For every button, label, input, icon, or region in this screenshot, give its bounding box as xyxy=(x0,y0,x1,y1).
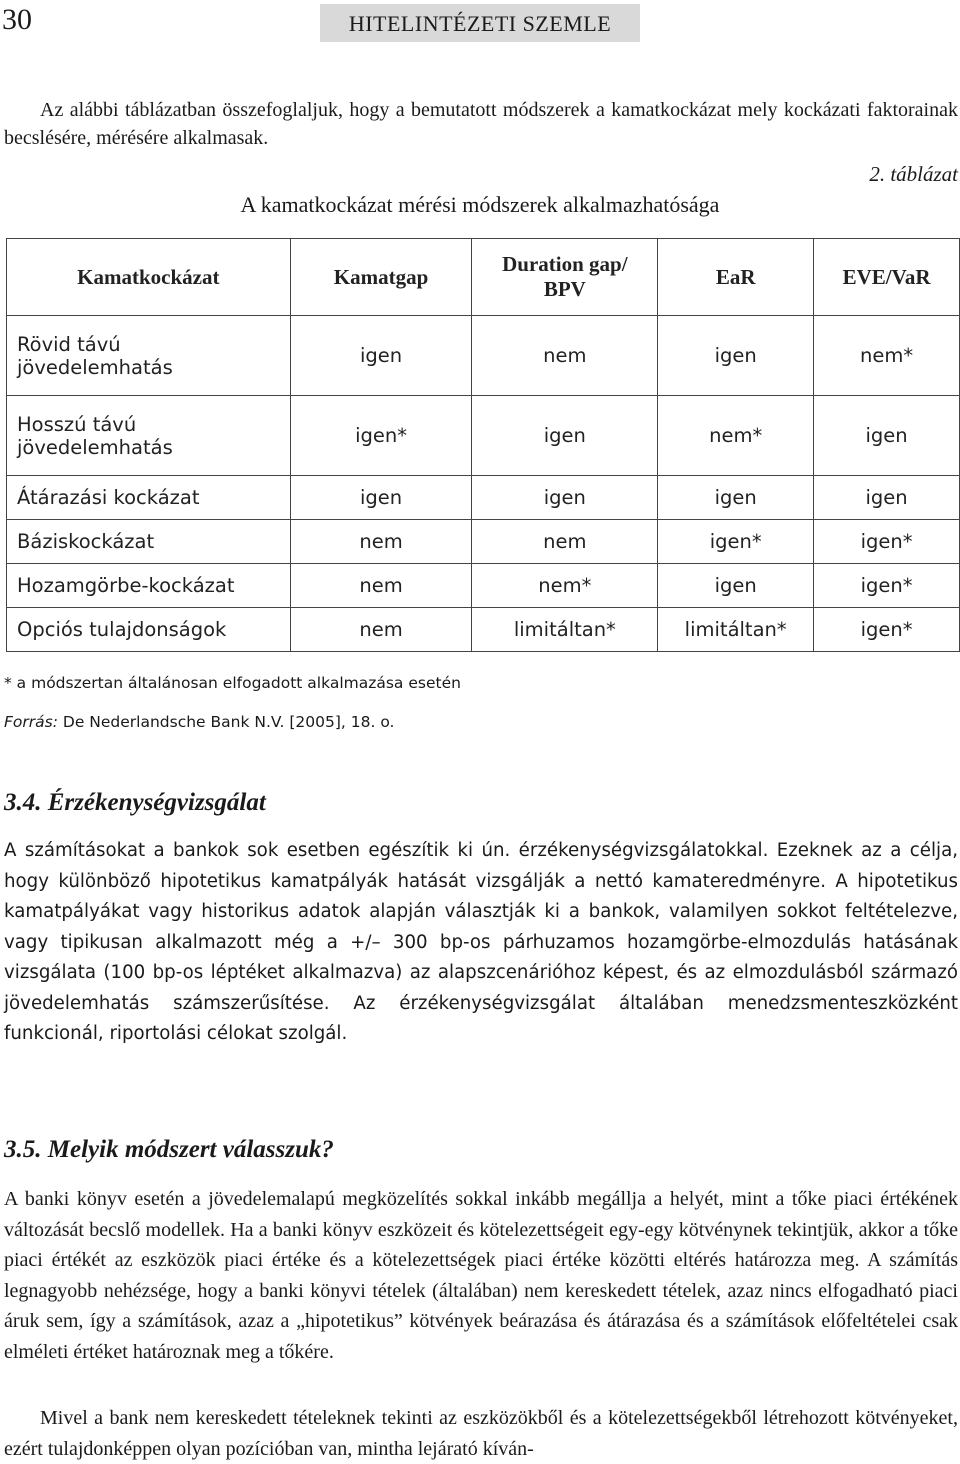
section-3-5-paragraph-2-text: Mivel a bank nem kereskedett tételeknek tekinti az eszközökből és a kötelezettségekből létrehozott kötvényeket, ezért tulajdonképpen olyan pozícióban van, mintha lejárató kíván- xyxy=(4,1407,958,1460)
cell-ear: nem* xyxy=(658,396,814,476)
cell-kamatgap: igen xyxy=(290,316,472,396)
cell-eve-var: nem* xyxy=(814,316,960,396)
header-duration-gap-line1: Duration gap/ xyxy=(502,252,628,276)
row-label xyxy=(7,316,291,396)
table-source xyxy=(4,712,394,732)
cell-eve-var: igen xyxy=(814,396,960,476)
row-label-line1: Rövid távú xyxy=(17,332,121,356)
journal-title: HITELINTÉZETI SZEMLE xyxy=(320,4,640,42)
row-label: Hozamgörbe-kockázat xyxy=(7,564,291,608)
intro-paragraph: Az alábbi táblázatban összefoglaljuk, hogy a bemutatott módszerek a kamatkockázat mely kockázati faktorainak becslésére, mérésére alkalmasak. xyxy=(4,99,958,149)
header-duration-gap xyxy=(472,239,658,316)
header-kamatkockazat: Kamatkockázat xyxy=(7,239,291,316)
section-3-5-paragraph-1: A banki könyv esetén a jövedelemalapú megközelítés sokkal inkább megállja a helyét, mint a tőke piaci értékének változását becslő modellek. Ha a banki könyv eszközeit és kötelezettségeit egy-egy kötvénynek tekintjük, akkor a tőke piaci értékét az eszközök piaci értéke és a kötelezettségek piaci értéke közötti eltérés határozza meg. A számítás legnagyobb nehézsége, hogy a banki könyvi tételek (általában) nem kereskedett tételek, azaz nincs elfogadható piaci áruk sem, így a számítások, azaz a „hipotetikus” kötvények beárazása és átárazása és a számítások előfeltételei csak elméleti értéket határoznak meg a tőkére. xyxy=(4,1188,958,1363)
table-row xyxy=(7,520,960,564)
table-row xyxy=(7,608,960,652)
table-row xyxy=(7,396,960,476)
cell-eve-var: igen* xyxy=(814,564,960,608)
cell-eve-var: igen xyxy=(814,476,960,520)
table-row xyxy=(7,476,960,520)
table-footnote: * a módszertan általánosan elfogadott alkalmazása esetén xyxy=(4,674,461,692)
table-row xyxy=(7,316,960,396)
cell-eve-var: igen* xyxy=(814,520,960,564)
section-3-4-paragraph: A számításokat a bankok sok esetben egészítik ki ún. érzékenységvizsgálatokkal. Ezeknek az a célja, hogy különböző hipotetikus kamatpályák hatását vizsgálják a nettó kamateredményre. A hipotetikus kamatpályákat vagy historikus adatok alapján választják ki a bankok, valamilyen sokkot feltételezve, vagy tipikusan alkalmazott még a +/– 300 bp-os párhuzamos hozamgörbe-elmozdulás hatásának vizsgálata (100 bp-os léptéket alkalmazva) az alapszcenárióhoz képest, és az elmozdulásból származó jövedelemhatás számszerűsítése. Az érzékenységvizsgálat általában menedzsmenteszközként funkcionál, riportolási célokat szolgál. xyxy=(4,840,958,1044)
page-number: 30 xyxy=(2,3,32,36)
cell-duration-gap: limitáltan* xyxy=(472,608,658,652)
cell-eve-var: igen* xyxy=(814,608,960,652)
header-ear: EaR xyxy=(658,239,814,316)
cell-duration-gap: nem xyxy=(472,316,658,396)
row-label-line2: jövedelemhatás xyxy=(17,435,173,459)
header-kamatgap: Kamatgap xyxy=(290,239,472,316)
row-label: Opciós tulajdonságok xyxy=(7,608,291,652)
cell-ear: igen xyxy=(658,316,814,396)
cell-duration-gap: igen xyxy=(472,396,658,476)
cell-kamatgap: nem xyxy=(290,520,472,564)
row-label-line1: Hosszú távú xyxy=(17,412,137,436)
applicability-table xyxy=(6,238,960,652)
row-label-line2: jövedelemhatás xyxy=(17,355,173,379)
cell-ear: limitáltan* xyxy=(658,608,814,652)
table-number: 2. táblázat xyxy=(869,162,958,186)
table-title: A kamatkockázat mérési módszerek alkalmazhatósága xyxy=(240,192,720,217)
cell-kamatgap: igen* xyxy=(290,396,472,476)
cell-duration-gap: nem xyxy=(472,520,658,564)
section-heading-3-5: 3.5. Melyik módszert válasszuk? xyxy=(4,1136,334,1163)
cell-duration-gap: nem* xyxy=(472,564,658,608)
row-label: Átárazási kockázat xyxy=(7,476,291,520)
cell-ear: igen xyxy=(658,564,814,608)
table-row xyxy=(7,564,960,608)
cell-kamatgap: igen xyxy=(290,476,472,520)
cell-kamatgap: nem xyxy=(290,608,472,652)
cell-kamatgap: nem xyxy=(290,564,472,608)
section-3-5-paragraph-2 xyxy=(4,1403,958,1464)
section-heading-3-4: 3.4. Érzékenységvizsgálat xyxy=(4,789,266,816)
header-bpv: BPV xyxy=(543,277,586,301)
row-label xyxy=(7,396,291,476)
row-label: Báziskockázat xyxy=(7,520,291,564)
cell-ear: igen xyxy=(658,476,814,520)
source-text: De Nederlandsche Bank N.V. [2005], 18. o. xyxy=(62,713,395,731)
cell-ear: igen* xyxy=(658,520,814,564)
cell-duration-gap: igen xyxy=(472,476,658,520)
table-header-row xyxy=(7,239,960,316)
source-label: Forrás: xyxy=(4,713,58,731)
header-eve-var: EVE/VaR xyxy=(814,239,960,316)
